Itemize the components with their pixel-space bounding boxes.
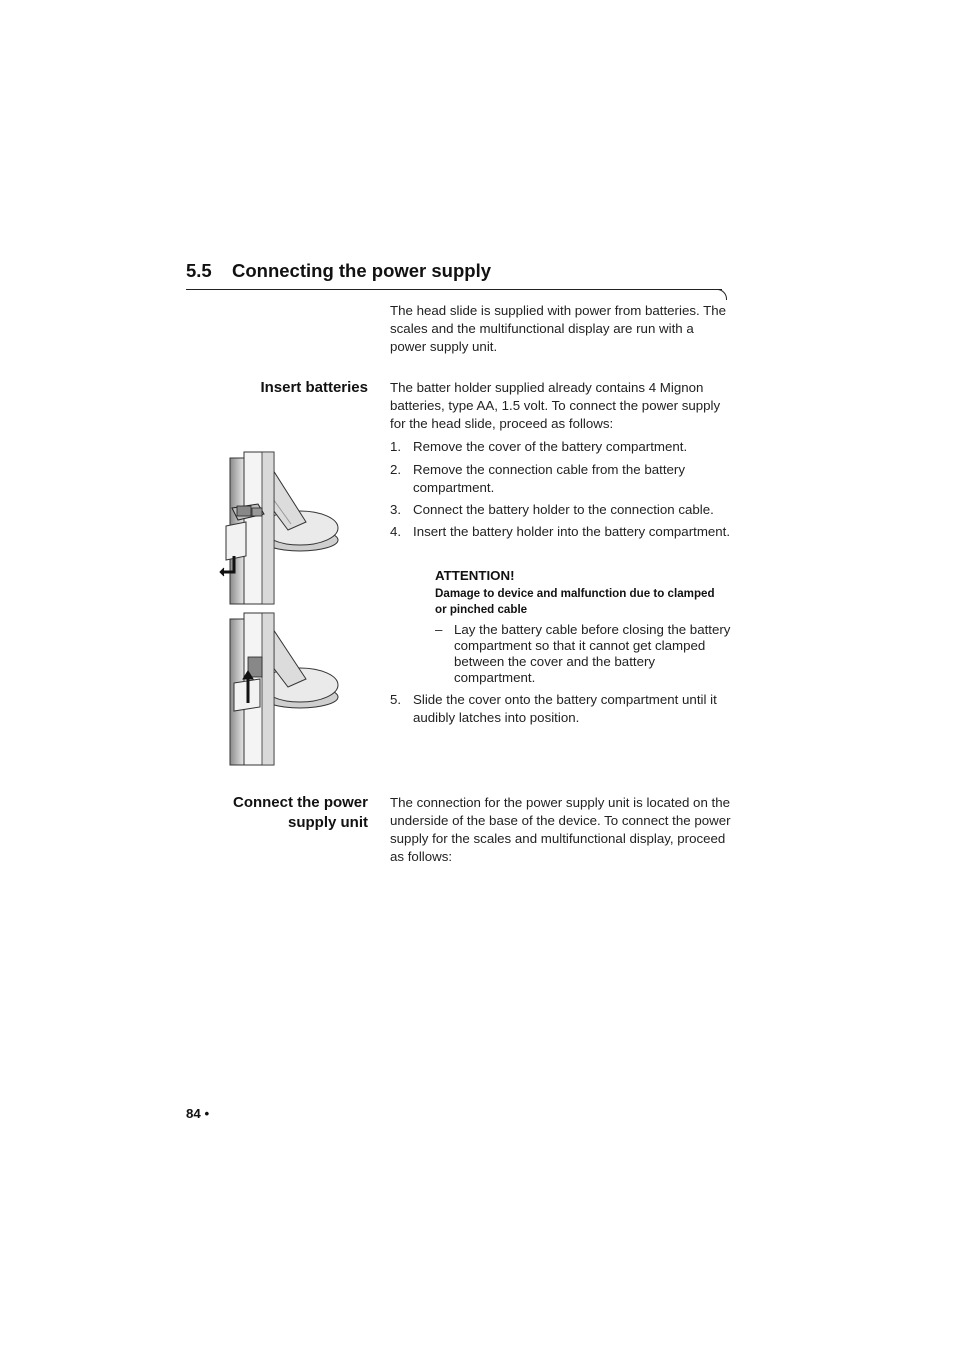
attention-title: ATTENTION! — [435, 568, 515, 583]
step-number: 1. — [390, 439, 402, 454]
heading-rule-curl — [716, 289, 727, 300]
step-text: Remove the cover of the battery compartment. — [413, 439, 688, 454]
step-number: 5. — [390, 692, 402, 707]
section-heading — [186, 260, 491, 282]
attention-item — [435, 622, 735, 686]
power-supply-text: The connection for the power supply unit is located on the underside of the base of the device. To connect the power supply for the scales and multifunctional display, proceed as follows: — [390, 795, 731, 864]
section-number: 5.5 — [186, 260, 212, 281]
section-intro: The head slide is supplied with power from batteries. The scales and the multifunctional display are run with a power supply unit. — [390, 303, 727, 354]
list-item — [390, 501, 735, 519]
battery-compartment-open-illustration — [218, 448, 343, 608]
list-item — [390, 523, 735, 541]
dash-bullet: – — [435, 622, 443, 637]
heading-rule — [186, 289, 722, 290]
step-text: Connect the battery holder to the connection cable. — [413, 502, 714, 517]
side-heading-line: supply unit — [288, 814, 368, 831]
side-heading-line: Connect the power — [232, 794, 368, 811]
insert-batteries-intro: The batter holder supplied already contains 4 Mignon batteries, type AA, 1.5 volt. To connect the power supply for the head slide, proceed as follows: — [390, 380, 721, 431]
step-number: 3. — [390, 502, 402, 517]
step-text: Remove the connection cable from the battery compartment. — [413, 462, 685, 495]
attention-item-text: Lay the battery cable before closing the battery compartment so that it cannot get clamped between the cover and the battery compartment. — [454, 622, 731, 685]
list-item — [390, 461, 735, 497]
side-heading-insert-batteries: Insert batteries — [260, 379, 368, 396]
step-number: 4. — [390, 524, 402, 539]
side-heading-power-supply — [200, 793, 368, 833]
list-item — [390, 691, 735, 727]
step-text: Slide the cover onto the battery compartment until it audibly latches into position. — [413, 692, 717, 725]
battery-compartment-close-illustration — [218, 611, 343, 767]
step-number: 2. — [390, 462, 402, 477]
step-text: Insert the battery holder into the battery compartment. — [413, 524, 731, 539]
attention-subtitle: Damage to device and malfunction due to clamped or pinched cable — [435, 587, 715, 616]
page-number: 84 • — [186, 1106, 210, 1121]
section-title: Connecting the power supply — [232, 260, 492, 281]
list-item — [390, 438, 735, 456]
